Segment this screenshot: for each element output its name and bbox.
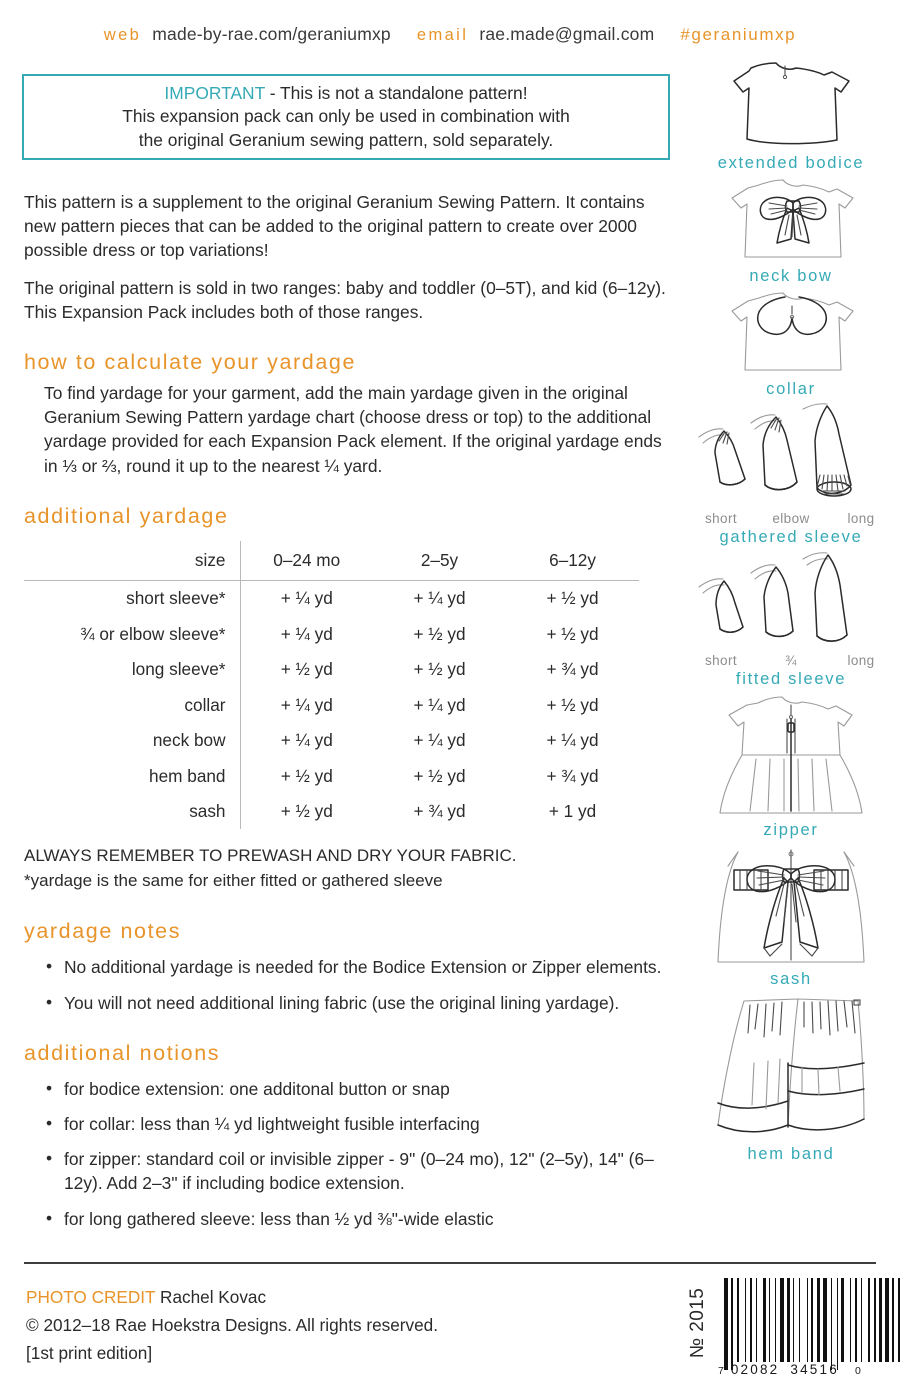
list-item xyxy=(44,1077,674,1101)
list-item-text: No additional yardage is needed for the Bodice Extension or Zipper elements. xyxy=(64,957,662,978)
row-value: + ¼ yd xyxy=(280,730,333,751)
footer-divider xyxy=(24,1262,876,1264)
barcode-right-digit: 0 xyxy=(854,1365,861,1377)
section-heading-additional-notions: additional notions xyxy=(24,1040,221,1065)
table-head xyxy=(24,541,639,581)
row-value: + ½ yd xyxy=(280,765,333,786)
barcode-block xyxy=(676,1276,886,1384)
sash-illustration xyxy=(698,844,884,968)
row-value: + ½ yd xyxy=(413,659,466,680)
barcode-group-2: 34516 xyxy=(790,1362,839,1377)
row-label: short sleeve* xyxy=(24,581,240,617)
column-header-6-12y: 6–12y xyxy=(549,550,596,571)
bullet-dot-icon: • xyxy=(46,1077,53,1098)
column-header-2-5y: 2–5y xyxy=(420,550,459,571)
row-value: + ¼ yd xyxy=(413,588,466,609)
sublabel-long: long xyxy=(847,653,875,668)
row-value: + ¼ yd xyxy=(546,730,599,751)
sublabel-short: short xyxy=(704,653,737,668)
web-label: web xyxy=(103,26,142,44)
main-content-column xyxy=(24,190,674,1231)
prewash-note: ALWAYS REMEMBER TO PREWASH AND DRY YOUR FABRIC. xyxy=(24,846,517,866)
important-line-1-rest: - This is not a standalone pattern! xyxy=(264,82,528,103)
row-value: + ¼ yd xyxy=(280,623,333,644)
barcode-group-1: 02082 xyxy=(730,1362,780,1377)
row-label: hem band xyxy=(24,758,240,794)
illustration-hem-band xyxy=(688,993,894,1164)
row-value: + ¾ yd xyxy=(413,801,466,822)
table-row xyxy=(24,687,639,723)
yardage-calc-body: To find yardage for your garment, add the main yardage given in the original Geranium Sewing Pattern yardage chart (choose dress or top) to the additional yardage provided for each Expansion Pack element. If the original yardage ends in ⅓ or ⅔, round it up to the nearest ¼ yard. xyxy=(44,383,662,476)
list-item-text: for collar: less than ¼ yd lightweight fusible interfacing xyxy=(64,1113,480,1134)
important-notice-box xyxy=(22,74,670,160)
list-item xyxy=(44,955,674,979)
column-header-0-24mo: 0–24 mo xyxy=(273,550,341,571)
email-address: rae.made@gmail.com xyxy=(479,24,655,44)
illustration-caption: hem band xyxy=(747,1145,835,1163)
table-row xyxy=(24,794,639,830)
table-footnotes xyxy=(24,843,674,893)
row-value: + ¾ yd xyxy=(546,765,599,786)
barcode-digits xyxy=(718,1362,886,1377)
gathered-sleeve-illustration xyxy=(693,403,889,513)
row-value: + ¼ yd xyxy=(280,588,333,609)
row-label: sash xyxy=(24,794,240,830)
email-label: email xyxy=(416,26,469,44)
illustration-sidebar xyxy=(688,58,894,1168)
barcode-bars xyxy=(724,1278,900,1362)
list-item-text: You will not need additional lining fabric (use the original lining yardage). xyxy=(64,992,620,1013)
table-row xyxy=(24,758,639,794)
yardage-notes-list xyxy=(24,955,674,1014)
table-header-row xyxy=(24,541,639,581)
list-item xyxy=(44,1147,674,1195)
row-value: + ½ yd xyxy=(413,623,466,644)
row-value: + ½ yd xyxy=(413,765,466,786)
issue-number: № 2015 xyxy=(687,1287,708,1359)
gathered-sleeve-sublabels xyxy=(688,511,894,526)
copyright-line: © 2012–18 Rae Hoekstra Designs. All rights reserved. xyxy=(26,1315,439,1335)
row-label: ¾ or elbow sleeve* xyxy=(24,616,240,652)
sublabel-short: short xyxy=(704,511,737,526)
illustration-neck-bow xyxy=(688,177,894,286)
fitted-sleeve-illustration xyxy=(693,551,889,655)
photo-credit-line xyxy=(26,1283,546,1311)
illustration-caption: gathered sleeve xyxy=(719,528,863,546)
table-body xyxy=(24,581,639,830)
list-item-text: for long gathered sleeve: less than ½ yd ⅜"-wide elastic xyxy=(64,1208,494,1229)
intro-paragraph-2: The original pattern is sold in two ranges: baby and toddler (0–5T), and kid (6–12y). This Expansion Pack includes both of those ranges. xyxy=(24,277,666,322)
illustration-caption: sash xyxy=(770,970,812,988)
footer-credits xyxy=(26,1283,546,1367)
illustration-extended-bodice xyxy=(688,58,894,173)
row-value: + ½ yd xyxy=(546,694,599,715)
illustration-fitted-sleeve xyxy=(688,551,894,689)
additional-yardage-table xyxy=(24,541,639,830)
section-heading-additional-yardage: additional yardage xyxy=(24,503,229,528)
row-value: + ½ yd xyxy=(546,588,599,609)
table-row xyxy=(24,723,639,759)
row-value: + ¼ yd xyxy=(413,694,466,715)
sublabel-elbow: elbow xyxy=(772,511,810,526)
illustration-caption: collar xyxy=(766,380,816,398)
row-value: + 1 yd xyxy=(548,801,597,822)
photo-credit-value: Rachel Kovac xyxy=(155,1287,267,1307)
table-row xyxy=(24,652,639,688)
table-row xyxy=(24,616,639,652)
contact-header xyxy=(0,24,900,45)
row-value: + ¼ yd xyxy=(413,730,466,751)
row-value: + ½ yd xyxy=(546,623,599,644)
row-value: + ¼ yd xyxy=(280,694,333,715)
photo-credit-label: PHOTO CREDIT xyxy=(26,1287,156,1307)
collar-illustration xyxy=(701,290,881,378)
hashtag: #geraniumxp xyxy=(680,25,797,44)
section-heading-yardage-notes: yardage notes xyxy=(24,919,182,944)
fitted-sleeve-sublabels xyxy=(688,653,894,668)
important-line-2: This expansion pack can only be used in combination with xyxy=(122,106,570,127)
illustration-caption: fitted sleeve xyxy=(735,670,847,688)
list-item xyxy=(44,991,674,1015)
row-value: + ½ yd xyxy=(280,801,333,822)
table-row xyxy=(24,581,639,617)
row-label: collar xyxy=(24,687,240,723)
print-edition-line: [1st print edition] xyxy=(26,1343,153,1363)
illustration-gathered-sleeve xyxy=(688,403,894,547)
row-value: + ¾ yd xyxy=(546,659,599,680)
row-label: long sleeve* xyxy=(24,652,240,688)
row-value: + ½ yd xyxy=(280,659,333,680)
row-label: neck bow xyxy=(24,723,240,759)
bodice-illustration xyxy=(701,58,881,152)
column-header-size: size xyxy=(24,541,240,581)
important-line-3: the original Geranium sewing pattern, sold separately. xyxy=(138,129,554,150)
neck-bow-illustration xyxy=(701,177,881,265)
list-item-text: for zipper: standard coil or invisible zipper - 9" (0–24 mo), 12" (2–5y), 14" (6–12y). Add 2–3" if including bodice extension. xyxy=(64,1149,654,1194)
sublabel-long: long xyxy=(847,511,875,526)
sleeve-yardage-note: *yardage is the same for either fitted or gathered sleeve xyxy=(24,871,443,891)
illustration-collar xyxy=(688,290,894,399)
illustration-sash xyxy=(688,844,894,989)
hem-band-illustration xyxy=(698,993,884,1143)
list-item xyxy=(44,1207,674,1231)
bullet-dot-icon: • xyxy=(46,1207,53,1228)
illustration-caption: zipper xyxy=(763,821,819,839)
bullet-dot-icon: • xyxy=(46,1148,53,1169)
list-item xyxy=(44,1112,674,1136)
barcode-left-digit: 7 xyxy=(718,1365,724,1377)
bullet-dot-icon: • xyxy=(46,991,53,1012)
additional-notions-list xyxy=(24,1077,674,1231)
list-item-text: for bodice extension: one additonal button or snap xyxy=(64,1078,450,1099)
important-line-1 xyxy=(164,82,527,106)
illustration-caption: extended bodice xyxy=(717,154,865,172)
bullet-dot-icon: • xyxy=(46,1112,53,1133)
web-url: made-by-rae.com/geraniumxp xyxy=(152,24,391,44)
section-heading-yardage-calc: how to calculate your yardage xyxy=(24,350,357,375)
zipper-illustration xyxy=(698,693,884,819)
bullet-dot-icon: • xyxy=(46,956,53,977)
illustration-zipper xyxy=(688,693,894,840)
illustration-caption: neck bow xyxy=(749,267,833,285)
sublabel-three-quarter: ¾ xyxy=(785,653,797,668)
important-keyword: IMPORTANT xyxy=(164,82,265,103)
intro-paragraph-1: This pattern is a supplement to the original Geranium Sewing Pattern. It contains new pattern pieces that can be added to the original pattern to create over 2000 possible dress or top variations! xyxy=(24,192,645,261)
